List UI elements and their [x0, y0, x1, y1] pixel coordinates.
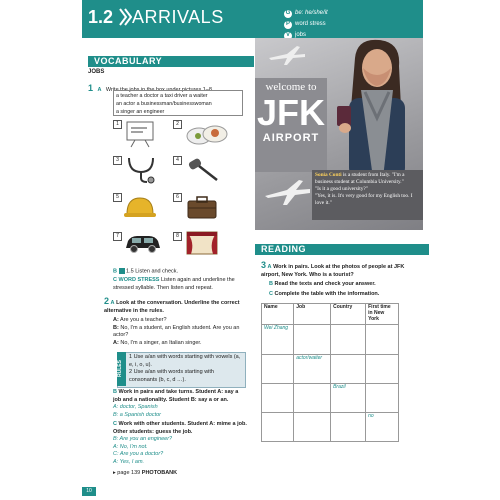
- rule-item: 2 Use a/an with words starting with consonants (b, c, d …).: [129, 369, 214, 383]
- taxi-icon: [123, 232, 163, 254]
- job-pictures: [113, 120, 243, 255]
- audio-icon[interactable]: [119, 268, 125, 274]
- conversation: [113, 317, 248, 347]
- exercise-1b: B 1.5 Listen and check.: [113, 268, 179, 275]
- exercise-3b: B Read the texts and check your answer.: [269, 281, 376, 287]
- student-portrait: [327, 38, 423, 178]
- exercise-3a: 3 A Work in pairs. Look at the photos of people at JFK airport, New York. Who is a tourist?: [261, 260, 405, 278]
- photobank-link[interactable]: ▸ page 139 PHOTOBANK: [113, 470, 178, 476]
- stethoscope-icon: [123, 156, 163, 184]
- tag-grammar: G be: he/she/it: [285, 10, 328, 16]
- plane-icon: [267, 44, 307, 66]
- exercise-1a: 1 A Write the jobs in the box under pictures 1–8.: [88, 83, 214, 93]
- sign-jfk: JFK: [256, 92, 325, 133]
- sign-airport: AIRPORT: [262, 132, 320, 144]
- pic-number: 6: [173, 193, 182, 202]
- pic-number: 4: [173, 156, 182, 165]
- arrow-icon: ▸: [113, 470, 116, 476]
- conversation-line: A: Are you a teacher?: [113, 317, 167, 323]
- rule-item: 1 Use a/an with words starting with vowels (a, e, i, o, u).: [129, 354, 241, 368]
- plane-icon-lower: [263, 178, 313, 206]
- table-header-row: Name Job Country First time in New York: [262, 304, 399, 325]
- pic-number: 8: [173, 232, 182, 241]
- exercise-2b: B Work in pairs and take turns. Student A: say a job and a nationality. Student B: say a or an. A: doctor, Spanish B: a Spanish doctor: [113, 389, 239, 418]
- conversation-line: B: No, I'm a student, an English student. Are you an actor?: [113, 324, 240, 338]
- jobs-subheading: JOBS: [88, 69, 105, 75]
- grammar-tags: [284, 8, 328, 41]
- unit-number: 1.2: [88, 7, 114, 27]
- job-word-box: a teacher a doctor a taxi driver a waiter an actor a businessman/businesswoman a singer an engineer: [113, 90, 243, 116]
- reading-bar: READING: [255, 244, 429, 255]
- tag-vocabulary: V jobs: [285, 32, 307, 38]
- rules-list: [129, 354, 241, 384]
- tag-pronunciation: P word stress: [285, 21, 326, 27]
- page-number: 10: [82, 487, 96, 496]
- briefcase-icon: [185, 194, 219, 220]
- theatre-stage-icon: [185, 230, 219, 256]
- food-plates-icon: [185, 122, 229, 146]
- pic-number: 7: [113, 232, 122, 241]
- exercise-2c: C Work with other students. Student A: mime a job. Other students: guess the job. B: Are you an engineer? A: No, I'm not. C: Are you a doctor? A: Yes, I am.: [113, 421, 247, 465]
- exercise-1c: C WORD STRESS Listen again and underline the stressed syllable. Then listen and repeat.: [113, 277, 235, 291]
- hard-hat-icon: [123, 194, 157, 220]
- pic-number: 3: [113, 156, 122, 165]
- table-row: Brazil: [262, 384, 399, 413]
- microphone-icon: [185, 156, 221, 184]
- pic-number: 5: [113, 193, 122, 202]
- exercise-3c: C Complete the table with the information.: [269, 291, 380, 297]
- sign-welcome: welcome to: [265, 81, 317, 93]
- exercise-2a: 2 A Look at the conversation. Underline the correct alternative in the rules.: [104, 296, 240, 314]
- unit-title: ARRIVALS: [132, 7, 224, 27]
- pic-number: 1: [113, 120, 122, 129]
- unit-chevron-icon: [118, 5, 132, 34]
- conversation-line: A: No, I'm a singer, an Italian singer.: [113, 339, 202, 346]
- table-row: actor/waiter: [262, 355, 399, 384]
- photo-caption: Sonia Conti is a student from Italy. "I'm a business student at Columbia University." "Is it a good university?" "Yes, it is. It's very good for my English too. I love it.": [312, 170, 423, 220]
- vocabulary-bar: VOCABULARY: [88, 56, 254, 67]
- whiteboard-icon: [125, 120, 155, 148]
- info-table: [261, 303, 399, 442]
- table-row: no: [262, 413, 399, 442]
- rules-label: RULES: [117, 352, 126, 386]
- pic-number: 2: [173, 120, 182, 129]
- table-row: Wei Zhang: [262, 325, 399, 355]
